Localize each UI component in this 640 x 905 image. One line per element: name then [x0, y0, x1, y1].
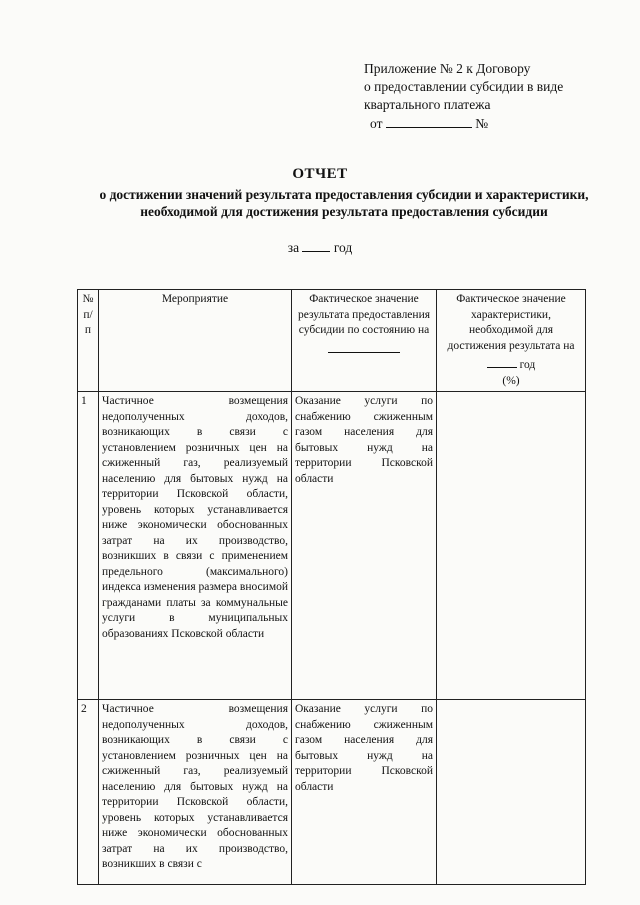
row-activity: Частичное возмещения недополученных доходов, возникающих в связи с установлением розничных цен на сжиженный газ, реализуемый населению для бытовых нужд на территории Псковской области, уровень которых устанавливается ниже экономически обоснованных затрат на их производство, возникших в связи с применением предельного (максимального) индекса изменения размера вносимой гражданами платы за коммунальные услуги в муниципальных образованиях Псковской области: [99, 392, 292, 700]
appendix-line-3: квартального платежа: [364, 97, 491, 112]
header-characteristic: Фактическое значение характеристики, необходимой для достижения результата на год (%): [437, 290, 586, 392]
year-prefix: за: [287, 240, 300, 255]
year-suffix: год: [333, 240, 353, 255]
appendix-line-1: Приложение № 2 к Договору: [364, 61, 531, 76]
report-title: ОТЧЕТ: [292, 166, 348, 182]
header-result: Фактическое значение результата предоставления субсидии по состоянию на: [292, 290, 437, 392]
table-header-row: [78, 290, 586, 392]
characteristic-year-blank: [487, 354, 517, 368]
table-row: [78, 392, 586, 700]
row-result: Оказание услуги по снабжению сжиженным газом населения для бытовых нужд на территории Псковской области: [292, 700, 437, 885]
appendix-date-line: [364, 114, 624, 133]
appendix-block: [364, 60, 624, 133]
result-date-blank: [328, 339, 400, 353]
row-result: Оказание услуги по снабжению сжиженным газом населения для бытовых нужд на территории Псковской области: [292, 392, 437, 700]
from-label: от: [370, 116, 383, 131]
number-label: №: [475, 116, 489, 131]
table-row: [78, 700, 586, 885]
row-characteristic: [437, 700, 586, 885]
header-num: № п/п: [78, 290, 99, 392]
row-characteristic: [437, 392, 586, 700]
header-activity: Мероприятие: [99, 290, 292, 392]
row-activity: Частичное возмещения недополученных доходов, возникающих в связи с установлением розничных цен на сжиженный газ, реализуемый населению для бытовых нужд на территории Псковской области, уровень которых устанавливается ниже экономически обоснованных затрат на их производство, возникших в связи с: [99, 700, 292, 885]
year-blank: [302, 238, 330, 252]
report-table: [77, 289, 586, 885]
row-num: 1: [78, 392, 99, 700]
date-blank: [386, 114, 472, 128]
row-num: 2: [78, 700, 99, 885]
report-subtitle: о достижении значений результата предоставления субсидии и характеристики, необходимой для достижения результата предоставления субсидии: [99, 187, 589, 219]
appendix-line-2: о предоставлении субсидии в виде: [364, 79, 564, 94]
report-year-line: [0, 238, 640, 256]
